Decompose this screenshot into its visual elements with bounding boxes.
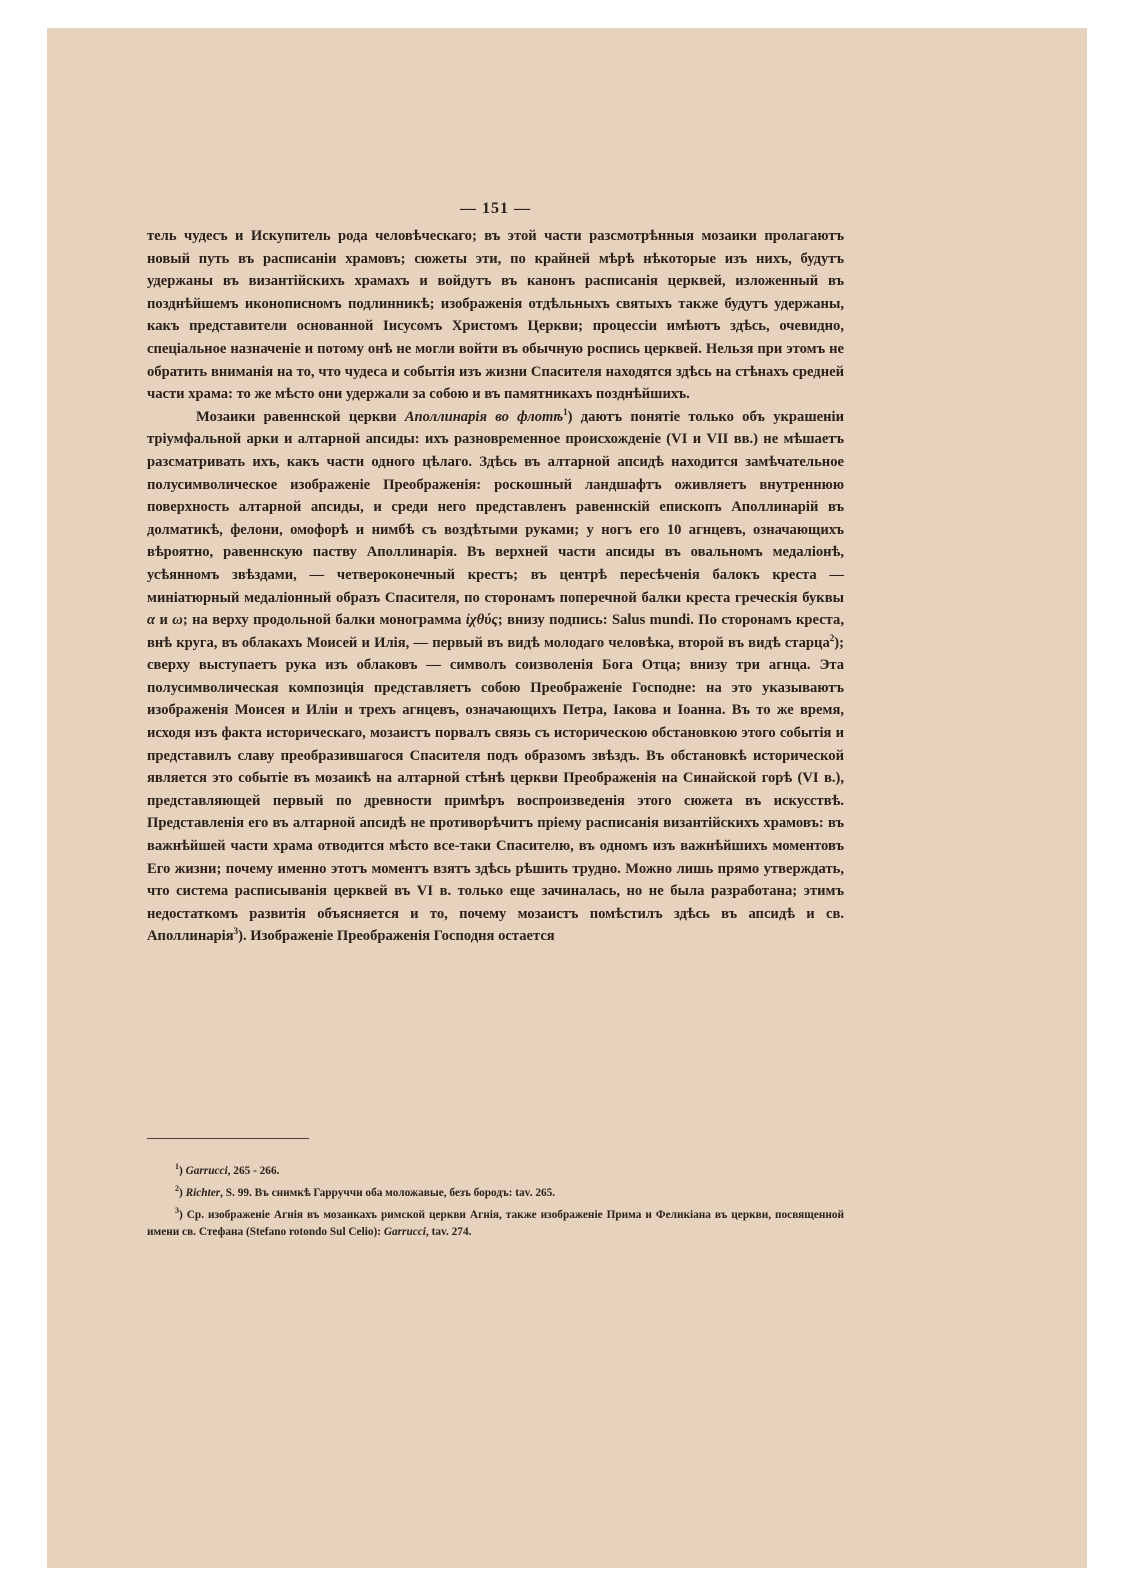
footnote-close: ) (179, 1164, 186, 1177)
footnote-mark: 2 (175, 1183, 179, 1193)
footnote-text: , S. 99. Въ снимкѣ Гарруччи оба моложавые, безъ бородъ: tav. 265. (220, 1186, 556, 1199)
footnote-mark: 3 (175, 1205, 179, 1215)
footnote-tail: , tav. 274. (425, 1226, 472, 1239)
footnote-ref-2: 2 (829, 632, 835, 643)
para2-seg3: ; внизу подпись: Salus mundi. По сторонамъ креста, внѣ круга, въ облакахъ Моисей и Илія, — первый въ видѣ молодаго человѣка, второй въ видѣ старца (147, 612, 844, 651)
footnotes (147, 1158, 844, 1241)
para2-start: Мозаики равеннской церкви (196, 408, 405, 425)
monogram-ichthys: ἰχθύς (465, 612, 498, 629)
para2-seg1: ) даютъ понятіе только объ украшеніи тріумфальной арки и алтарной апсиды: ихъ разновременное происхожденіе (VI и VII вв.) не мѣшаетъ разсматривать ихъ, какъ части одного цѣлаго. Здѣсь въ алтарной апсидѣ находится замѣчательное полусимволическое изображеніе Преображенія: роскошный ландшафтъ оживляетъ внутреннюю поверхность алтарной апсиды, и среди него представленъ равеннскій епископъ Аполлинарій въ долматикѣ, фелони, омофорѣ и нимбѣ съ воздѣтыми руками; у ногъ его 10 агнцевъ, означающихъ вѣроятно, равеннскую паству Аполлинарія. Въ верхней части апсиды въ овальномъ медаліонѣ, усѣянномъ звѣздами, — четвероконечный крестъ; въ центрѣ пересѣченія балокъ креста — миніатюрный медаліонный образъ Спасителя, по сторонамъ поперечной балки креста греческія буквы (147, 408, 844, 606)
para2-seg4: ); сверху выступаетъ рука изъ облаковъ — символъ соизволенія Бога Отца; внизу три агнца. Эта полусимволическая композиція представляетъ собою Преображеніе Господне: на это указываютъ изображенія Моисея и Иліи и трехъ агнцевъ, означающихъ Петра, Іакова и Іоанна. Въ то же время, исходя изъ факта историческаго, мозаистъ порвалъ связь съ историческою обстановкою этого событія и представилъ славу преобразившагося Спасителя подъ образомъ звѣздъ. Въ обстановкѣ исторической является это событіе въ мозаикѣ на алтарной стѣнѣ церкви Преображенія на Синайской горѣ (VI в.), представляющей первый по древности примѣръ воспроизведенія этого сюжета въ искусствѣ. Представленія его въ алтарной апсидѣ не противорѣчитъ пріему расписанія византійскихъ храмовъ: въ важнѣйшей части храма отводится мѣсто все-таки Спасителю, въ одномъ изъ важнѣйшихъ моментовъ Его жизни; почему именно этотъ моментъ взятъ здѣсь рѣшить трудно. Можно лишь прямо утверждать, что система расписыванія церквей въ VI в. только еще зачиналась, но не была разработана; этимъ недостаткомъ развитія объясняется и то, почему мозаистъ помѣстилъ здѣсь въ апсидѣ и св. Аполлинарія (147, 634, 844, 945)
footnote-3 (147, 1202, 844, 1242)
page-number: — 151 — (460, 200, 531, 217)
footnote-ref-3: 3 (233, 926, 239, 937)
footnote-divider (147, 1138, 309, 1139)
footnote-author: Garrucci (383, 1226, 426, 1239)
conjunction: и (155, 612, 173, 629)
greek-alpha: α (147, 612, 156, 629)
para2-seg2: ; на верху продольной балки монограмма (182, 612, 466, 629)
greek-omega: ω (172, 612, 183, 629)
footnote-close: ) (179, 1208, 187, 1221)
paragraph-2 (147, 406, 844, 948)
footnote-2 (147, 1180, 844, 1202)
footnote-author: Garrucci (185, 1164, 228, 1177)
footnote-text: Ср. изображеніе Агнія въ мозаикахъ римской церкви Агнія, также изображеніе Прима и Феликіана въ церкви, посвященной имени св. Стефана (Stefano rotondo Sul Celio): (147, 1208, 844, 1239)
church-name: Аполлинарія во флотѣ (404, 408, 564, 425)
para2-seg5: ). Изображеніе Преображенія Господня остается (238, 928, 555, 945)
footnote-close: ) (179, 1186, 186, 1199)
footnote-text: , 265 - 266. (227, 1164, 280, 1177)
footnote-ref-1: 1 (563, 406, 568, 417)
footnote-mark: 1 (175, 1162, 179, 1171)
paragraph-1: тель чудесъ и Искупитель рода человѣческаго; въ этой части разсмотрѣнныя мозаики пролагаютъ новый путь въ расписаніи храмовъ; сюжеты эти, по крайней мѣрѣ нѣкоторые изъ нихъ, будутъ удержаны въ византійскихъ храмахъ и войдутъ въ канонъ расписанія церквей, изложенный въ позднѣйшемъ иконописномъ подлинникѣ; изображенія отдѣльныхъ святыхъ также будутъ удержаны, какъ представители основанной Іисусомъ Христомъ Церкви; процессіи имѣютъ здѣсь, очевидно, спеціальное назначеніе и потому онѣ не могли войти въ обычную роспись церквей. Нельзя при этомъ не обратить вниманія на то, что чудеса и событія изъ жизни Спасителя находятся здѣсь на стѣнахъ средней части храма: то же мѣсто они удержали за собою и въ памятникахъ позднѣйшихъ. (147, 228, 844, 403)
footnote-author: Richter (185, 1186, 221, 1199)
main-text (147, 200, 844, 948)
footnote-1 (147, 1158, 844, 1180)
